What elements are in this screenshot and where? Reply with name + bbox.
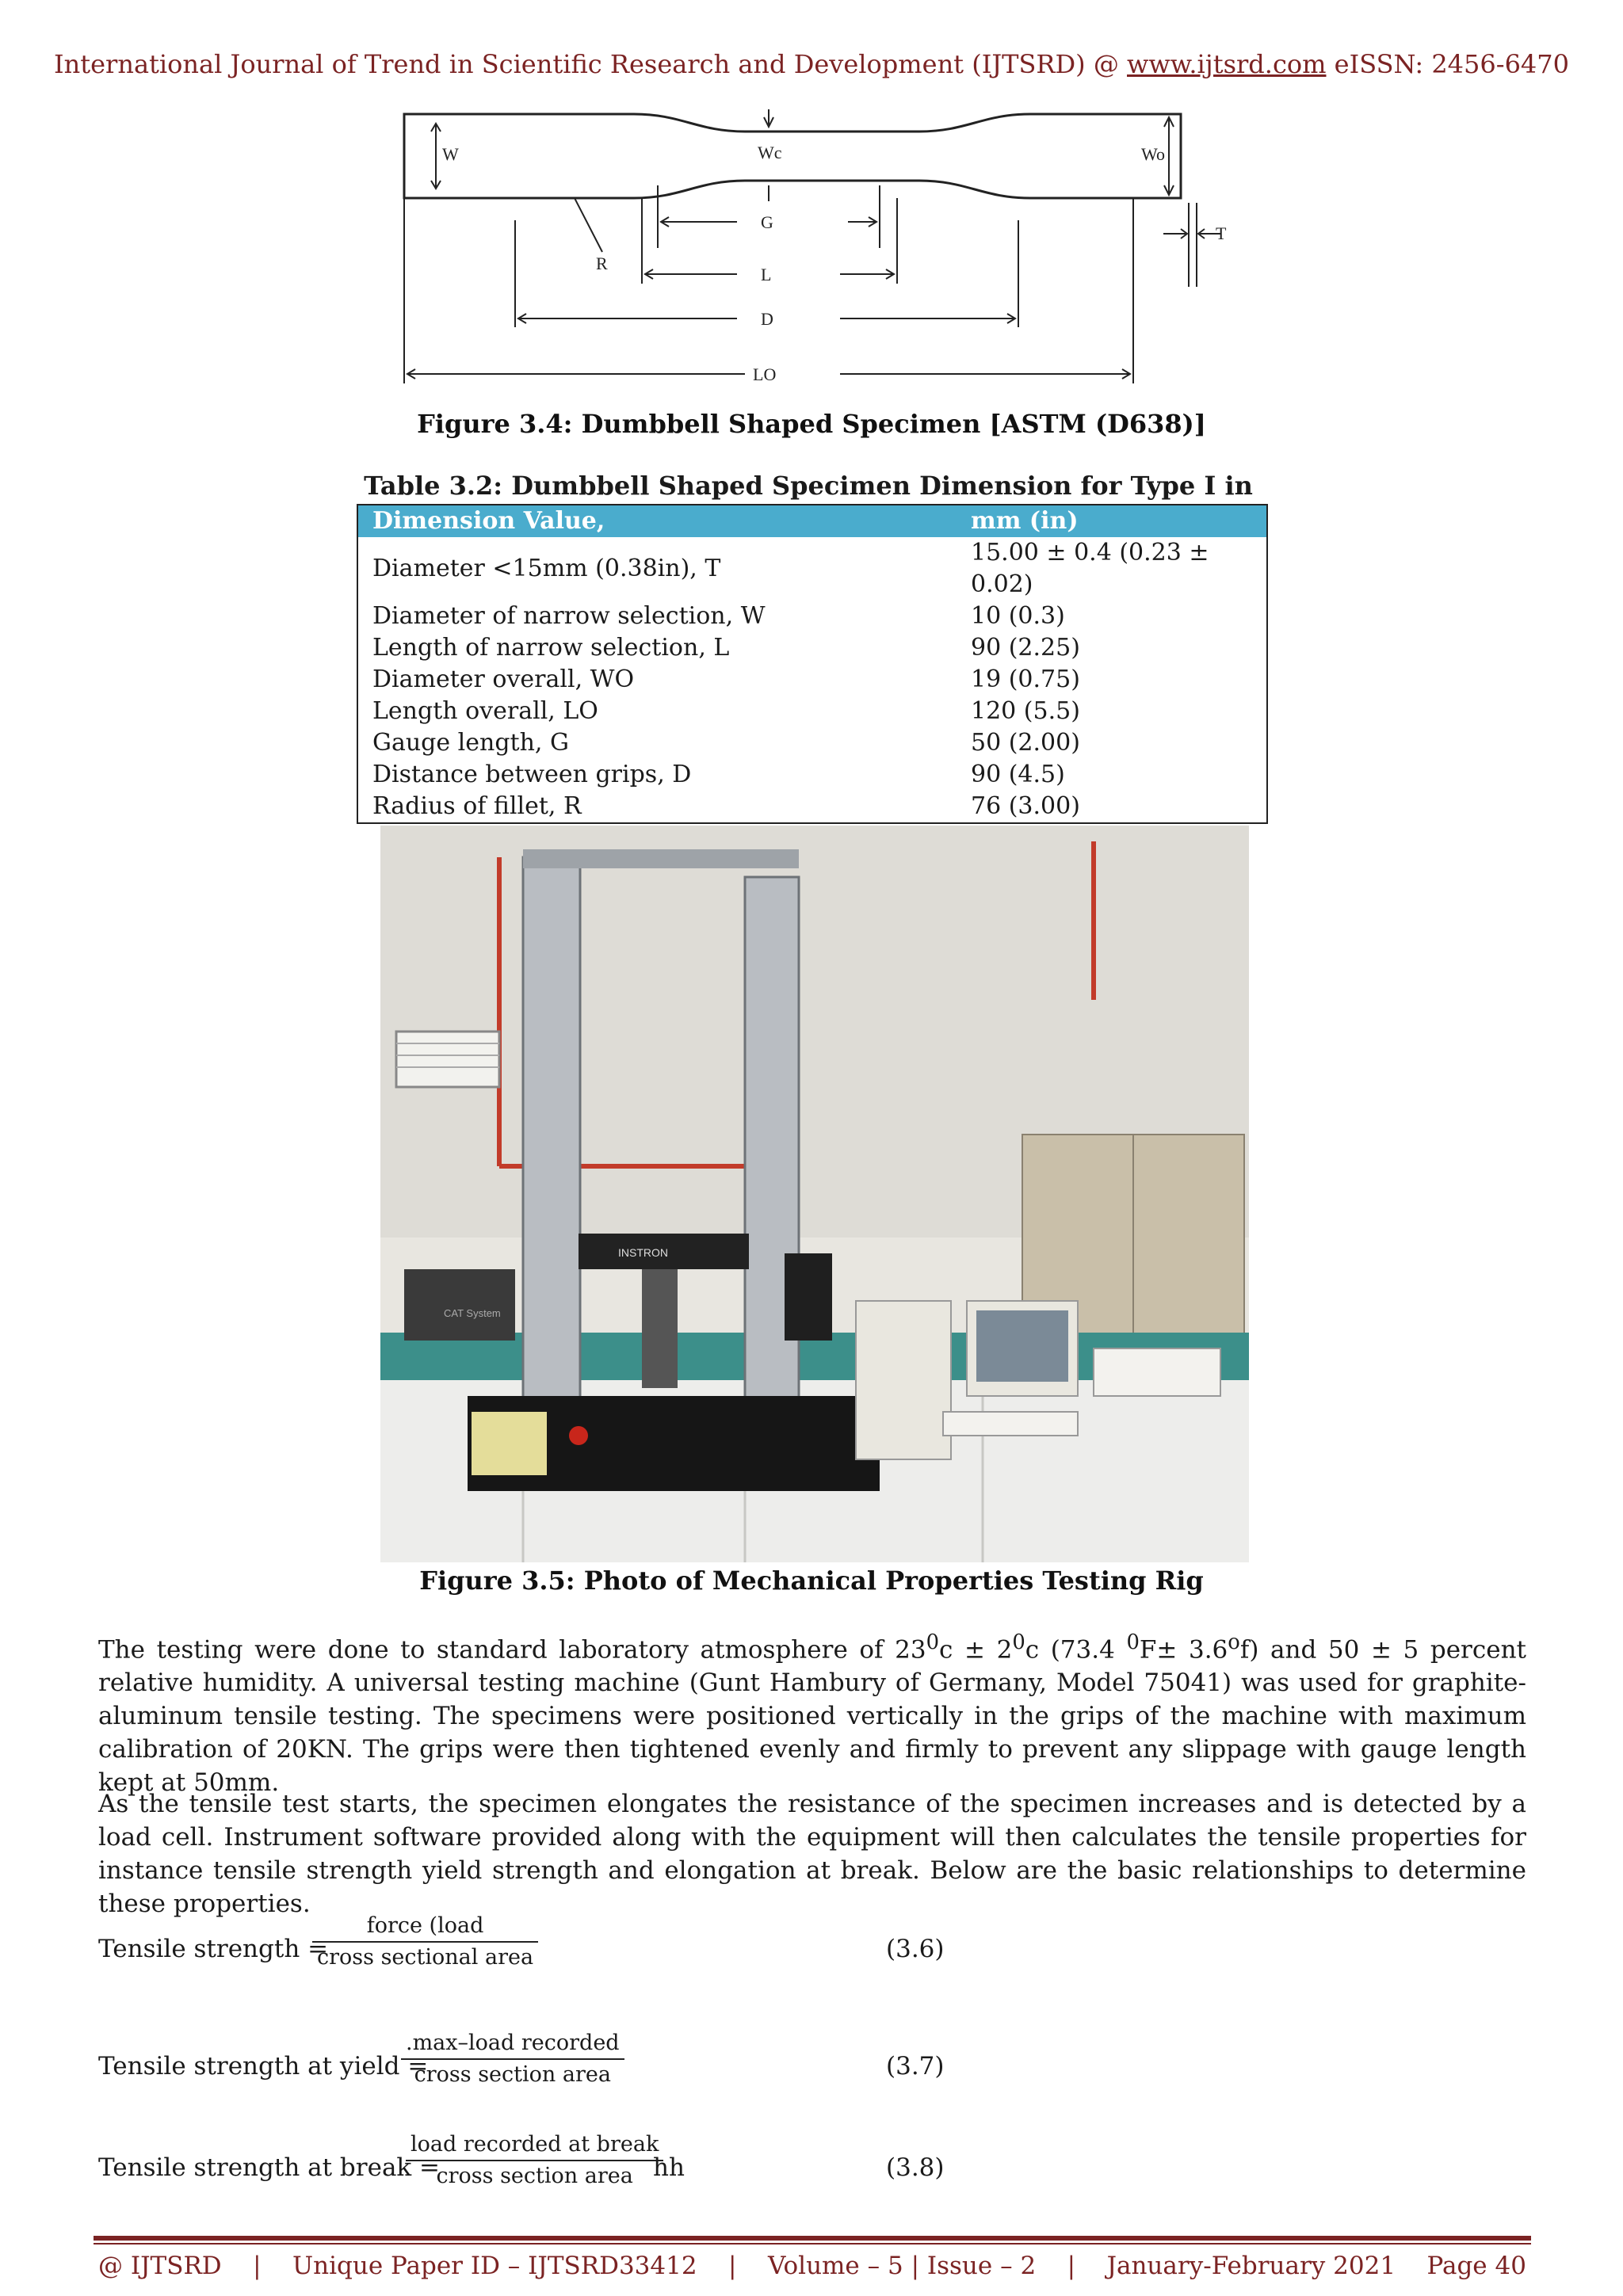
dimension-value: 15.00 ± 0.4 (0.23 ± 0.02) bbox=[971, 539, 1209, 598]
equation-3-8 bbox=[98, 2130, 1049, 2201]
dimension-name: Length of narrow selection, L bbox=[372, 634, 730, 662]
p1-sup-1: 0 bbox=[926, 1630, 940, 1654]
footer-separator: | bbox=[728, 2252, 737, 2280]
dimension-value: 10 (0.3) bbox=[971, 602, 1065, 630]
equation-label: Tensile strength = bbox=[98, 1935, 329, 1963]
dimension-name: Radius of fillet, R bbox=[372, 792, 582, 820]
machine-label: INSTRON bbox=[618, 1246, 668, 1259]
dimension-name: Diameter overall, WO bbox=[372, 666, 635, 693]
journal-link[interactable]: www.ijtsrd.com bbox=[1127, 49, 1327, 79]
label-r: R bbox=[596, 254, 608, 273]
footer-journal: @ IJTSRD bbox=[98, 2252, 222, 2280]
column-header-dimension: Dimension Value, bbox=[357, 505, 957, 537]
figure-3-5-caption: Figure 3.5: Photo of Mechanical Properties Testing Rig bbox=[419, 1566, 1204, 1596]
p1-text-2: c ± 2 bbox=[939, 1635, 1013, 1665]
dimension-value: 90 (4.5) bbox=[971, 761, 1065, 788]
dimension-value: 50 (2.00) bbox=[971, 729, 1080, 757]
dimension-name: Diameter of narrow selection, W bbox=[372, 602, 766, 630]
table-row bbox=[357, 791, 1267, 823]
footer-paper-id: Unique Paper ID – IJTSRD33412 bbox=[292, 2252, 697, 2280]
column-header-unit: mm (in) bbox=[957, 505, 1267, 537]
equation-3-7 bbox=[98, 2028, 1049, 2100]
equation-numerator: load recorded at break bbox=[411, 2132, 659, 2157]
dimension-value: 76 (3.00) bbox=[971, 792, 1080, 820]
dimension-table bbox=[357, 504, 1268, 824]
figure-3-4-caption: Figure 3.4: Dumbbell Shaped Specimen [ASTM (D638)] bbox=[417, 409, 1206, 439]
equation-number: (3.6) bbox=[886, 1935, 945, 1963]
footer-separator: | bbox=[1067, 2252, 1076, 2280]
dimension-name: Distance between grips, D bbox=[372, 761, 692, 788]
label-lo: LO bbox=[753, 364, 777, 384]
table-row bbox=[357, 727, 1267, 759]
dimension-value: 90 (2.25) bbox=[971, 634, 1080, 662]
equation-numerator: .max–load recorded bbox=[406, 2031, 620, 2055]
equation-denominator: cross sectional area bbox=[312, 1941, 538, 1973]
dimension-name: Length overall, LO bbox=[372, 697, 598, 725]
label-wc: Wc bbox=[758, 143, 782, 162]
table-row bbox=[357, 632, 1267, 664]
page-footer bbox=[98, 2252, 1526, 2280]
footer-separator: | bbox=[253, 2252, 262, 2280]
equation-number: (3.8) bbox=[886, 2153, 945, 2182]
label-g: G bbox=[761, 212, 773, 232]
label-l: L bbox=[761, 265, 772, 284]
equation-number: (3.7) bbox=[886, 2052, 945, 2081]
equation-3-6 bbox=[98, 1911, 1049, 1982]
label-d: D bbox=[761, 309, 773, 329]
p1-sup-3: 0 bbox=[1126, 1630, 1140, 1654]
dimension-value: 19 (0.75) bbox=[971, 666, 1080, 693]
equation-denominator: cross section area bbox=[401, 2058, 624, 2090]
dumbbell-specimen-drawing bbox=[396, 109, 1236, 388]
dimension-value: 120 (5.5) bbox=[971, 697, 1080, 725]
p1-text-1: The testing were done to standard laboratory atmosphere of 23 bbox=[98, 1635, 926, 1665]
footer-rule-thin bbox=[94, 2243, 1531, 2245]
equation-fraction bbox=[406, 2130, 663, 2191]
table-row bbox=[357, 601, 1267, 632]
equation-numerator: force (load bbox=[366, 1913, 484, 1938]
table-3-2-title: Table 3.2: Dumbbell Shaped Specimen Dimension for Type I in bbox=[364, 471, 1253, 501]
p1-sup-2: 0 bbox=[1012, 1630, 1025, 1654]
equation-denominator: cross section area bbox=[406, 2160, 663, 2191]
system-label: CAT System bbox=[444, 1307, 501, 1319]
table-row bbox=[357, 664, 1267, 696]
p1-text-3: c (73.4 bbox=[1025, 1635, 1127, 1665]
equation-label: Tensile strength at yield = bbox=[98, 2052, 429, 2081]
table-row bbox=[357, 696, 1267, 727]
label-w: W bbox=[442, 144, 459, 164]
equation-label: Tensile strength at break = bbox=[98, 2153, 441, 2182]
footer-volume: Volume – 5 | Issue – 2 bbox=[767, 2252, 1037, 2280]
footer-date: January-February 2021 bbox=[1106, 2252, 1396, 2280]
p1-sup-4: o bbox=[1228, 1630, 1240, 1654]
dimension-name: Gauge length, G bbox=[372, 729, 569, 757]
equation-tail: hh bbox=[653, 2153, 685, 2182]
label-wo: Wo bbox=[1141, 144, 1166, 164]
table-row bbox=[357, 537, 1267, 601]
table-header-row bbox=[357, 505, 1267, 537]
paragraph-testing-conditions bbox=[98, 1626, 1526, 1799]
p1-text-4: F± 3.6 bbox=[1139, 1635, 1228, 1665]
testing-rig-photo bbox=[380, 826, 1249, 1562]
label-t: T bbox=[1216, 223, 1227, 243]
equation-fraction bbox=[401, 2028, 624, 2090]
footer-page: Page 40 bbox=[1426, 2252, 1526, 2280]
paragraph-tensile-test: As the tensile test starts, the specimen elongates the resistance of the specimen increases and is detected by a load cell. Instrument software provided along with the equipment will then calculates the tensile properties for instance tensile strength yield strength and elongation at break. Below are the basic relationships to determine these properties. bbox=[98, 1790, 1526, 1918]
specimen-outline bbox=[404, 114, 1181, 198]
footer-rule bbox=[94, 2236, 1531, 2241]
p1-text-5: f) and 50 ± 5 percent relative humidity. A universal testing machine (Gunt Hambury of Germany, Model 75041) was used for graphite-aluminum tensile testing. The specimens were positioned vertically in the grips of the machine with maximum calibration of 20KN. The grips were then tightened evenly and firmly to prevent any slippage with gauge length kept at 50mm. bbox=[98, 1635, 1527, 1798]
dimension-name: Diameter <15mm (0.38in), T bbox=[372, 555, 721, 582]
header-issn: eISSN: 2456-6470 bbox=[1326, 49, 1569, 79]
header-text: International Journal of Trend in Scientific Research and Development (IJTSRD) @ bbox=[54, 49, 1127, 79]
table-row bbox=[357, 759, 1267, 791]
equation-fraction bbox=[312, 1911, 538, 1973]
running-header bbox=[0, 49, 1623, 79]
